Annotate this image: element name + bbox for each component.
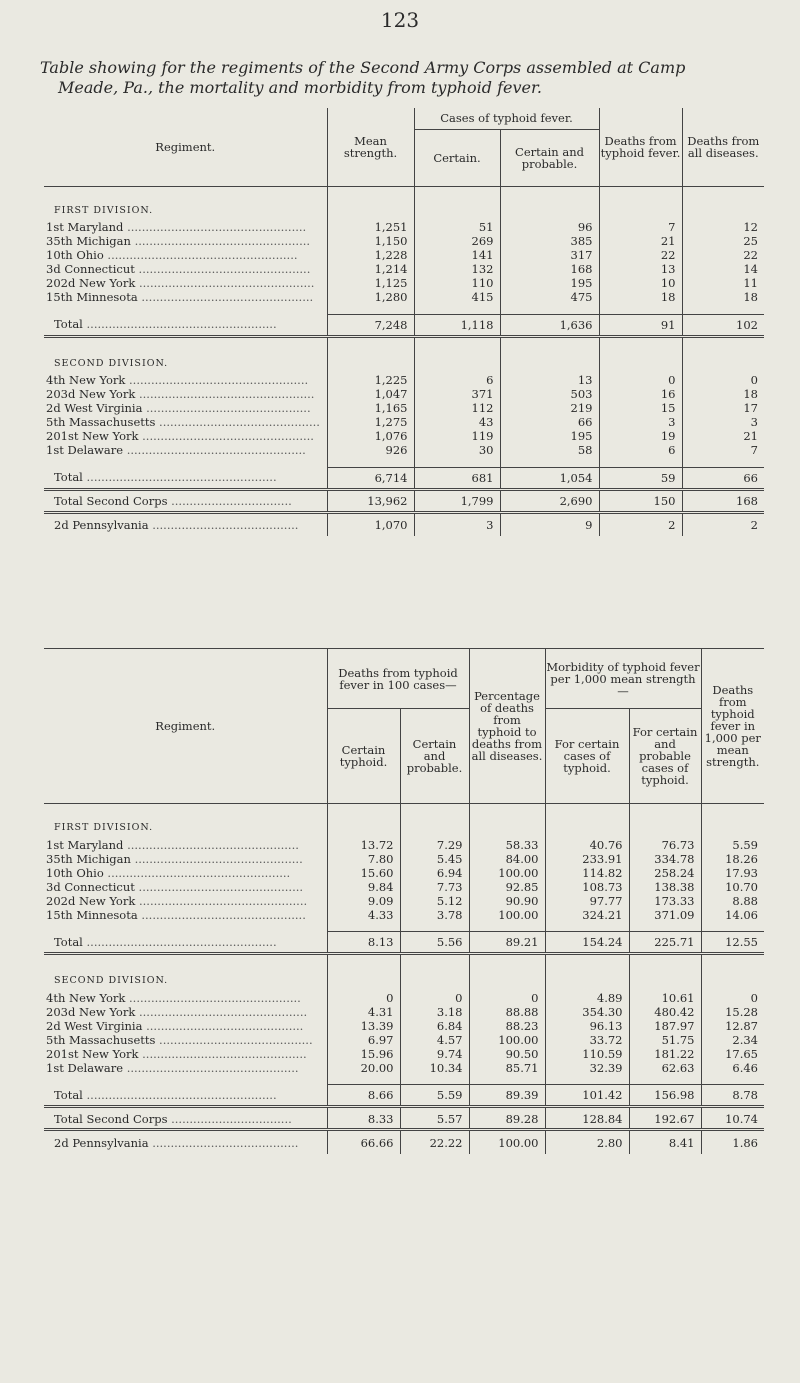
table-cell: 15 [599, 401, 682, 415]
regiment-name: 3d Connecticut ............................................... [46, 262, 311, 276]
table-cell: 141 [414, 248, 500, 262]
table-cell: 8.13 [327, 932, 400, 954]
table-cell: 10 [599, 276, 682, 290]
table-cell: 8.88 [701, 894, 764, 908]
table-cell: 1,636 [500, 314, 599, 336]
table-cell: 21 [682, 429, 764, 443]
table-cell: 8.33 [327, 1110, 400, 1130]
table-cell: 168 [682, 492, 764, 512]
table-cell: 195 [500, 429, 599, 443]
header-regiment: Regiment. [44, 649, 327, 804]
division-label: SECOND DIVISION. [54, 357, 169, 369]
table-cell: 1,799 [414, 492, 500, 512]
table-cell: 4.89 [545, 991, 629, 1005]
table-cell: 2 [682, 514, 764, 536]
regiment-name: 2d West Virginia ........................................... [46, 1018, 304, 1033]
table-row [44, 838, 764, 852]
table-cell: 6 [599, 443, 682, 457]
regiment-name: 202d New York ................................................ [46, 276, 315, 290]
table-cell: 6.46 [701, 1061, 764, 1075]
table-cell: 51 [414, 220, 500, 234]
table-row [44, 220, 764, 234]
table-cell: 5.59 [701, 838, 764, 852]
table-cell: 6 [414, 373, 500, 387]
table-cell: 371.09 [629, 908, 701, 922]
table-cell: 114.82 [545, 866, 629, 880]
table-cell: 8.78 [701, 1085, 764, 1107]
table-cell: 66 [682, 467, 764, 489]
table-cell: 85.71 [469, 1061, 545, 1075]
header-certain-typhoid: Certain typhoid. [327, 709, 400, 804]
table-cell: 18 [682, 290, 764, 304]
mortality-table-body [44, 186, 764, 536]
table-cell: 1,070 [327, 514, 414, 536]
page-number: 123 [380, 8, 420, 32]
table-cell: 0 [682, 373, 764, 387]
table-cell: 58.33 [469, 838, 545, 852]
header-for-certain: For certain cases of typhoid. [545, 709, 629, 804]
table-cell: 110.59 [545, 1047, 629, 1061]
table-cell: 89.21 [469, 932, 545, 954]
mortality-table [44, 108, 764, 536]
table-cell: 7.73 [400, 880, 469, 894]
table-cell: 6.94 [400, 866, 469, 880]
header-deaths-per-1000: Deaths from typhoid fever in 1,000 per mean strength. [701, 649, 764, 804]
table-cell: 480.42 [629, 1005, 701, 1019]
regiment-name: 5th Massachusetts .......................................... [46, 1032, 313, 1047]
division-label: FIRST DIVISION. [54, 822, 154, 834]
table-cell: 1,054 [500, 467, 599, 489]
regiment-name: 15th Minnesota ............................................... [46, 290, 314, 304]
table-row [44, 443, 764, 457]
table-cell: 22 [599, 248, 682, 262]
table-cell: 1,275 [327, 415, 414, 429]
table-cell: 100.00 [469, 908, 545, 922]
table-cell: 258.24 [629, 866, 701, 880]
caption-line-2: Meade, Pa., the mortality and morbidity from typhoid fever. [58, 78, 542, 97]
table-cell: 181.22 [629, 1047, 701, 1061]
table-cell: 1,214 [327, 262, 414, 276]
table-row [44, 276, 764, 290]
table-cell: 173.33 [629, 894, 701, 908]
table-cell: 219 [500, 401, 599, 415]
table-cell: 9.74 [400, 1047, 469, 1061]
table-cell: 168 [500, 262, 599, 276]
table-cell: 3.78 [400, 908, 469, 922]
table-cell: 1,150 [327, 234, 414, 248]
table-cell: 18 [599, 290, 682, 304]
table-row [44, 1033, 764, 1047]
table-cell: 8.41 [629, 1132, 701, 1154]
regiment-name: 1st Delaware ............................................... [46, 1060, 299, 1075]
table-row [44, 1047, 764, 1061]
header-deaths-all: Deaths from all diseases. [682, 108, 764, 186]
table-cell: 18.26 [701, 852, 764, 866]
table-row [44, 866, 764, 880]
table-cell: 3 [682, 415, 764, 429]
corps-total-row [44, 492, 764, 512]
table-cell: 7,248 [327, 314, 414, 336]
table-cell: 17 [682, 401, 764, 415]
regiment-name: 1st Maryland ............................................... [46, 837, 299, 852]
table-cell: 6,714 [327, 467, 414, 489]
morbidity-table-body [44, 804, 764, 1154]
table-cell: 11 [682, 276, 764, 290]
pennsylvania-row [44, 514, 764, 536]
table-cell: 10.70 [701, 880, 764, 894]
table-row [44, 908, 764, 922]
table-cell: 32.39 [545, 1061, 629, 1075]
table-cell: 225.71 [629, 932, 701, 954]
header-cases-group: Cases of typhoid fever. [414, 108, 599, 129]
table-cell: 3 [414, 514, 500, 536]
regiment-name: 202d New York .............................................. [46, 893, 308, 908]
regiment-name: Total Second Corps ................................. [54, 1111, 292, 1126]
table-cell: 16 [599, 387, 682, 401]
regiment-name: 4th New York ................................................. [46, 373, 309, 387]
table-cell: 22.22 [400, 1132, 469, 1154]
table-row [44, 991, 764, 1005]
regiment-name: Total Second Corps ................................. [54, 494, 292, 509]
regiment-name: Total .................................................... [54, 934, 277, 949]
table-row [44, 248, 764, 262]
table-row [44, 852, 764, 866]
table-cell: 0 [469, 991, 545, 1005]
table-cell: 233.91 [545, 852, 629, 866]
table-row [44, 401, 764, 415]
regiment-name: 15th Minnesota ............................................. [46, 907, 306, 922]
division-label: SECOND DIVISION. [54, 975, 169, 986]
table-cell: 475 [500, 290, 599, 304]
table-cell: 354.30 [545, 1005, 629, 1019]
morbidity-table [44, 648, 764, 1154]
table-cell: 0 [599, 373, 682, 387]
table-row [44, 1019, 764, 1033]
table-cell: 1,076 [327, 429, 414, 443]
table-row [44, 429, 764, 443]
table-cell: 12.87 [701, 1019, 764, 1033]
table-cell: 1,251 [327, 220, 414, 234]
table-cell: 1,165 [327, 401, 414, 415]
pennsylvania-row [44, 1132, 764, 1154]
table-cell: 51.75 [629, 1033, 701, 1047]
table-cell: 100.00 [469, 866, 545, 880]
header-deaths-per-100: Deaths from typhoid fever in 100 cases— [327, 649, 469, 709]
table-cell: 66.66 [327, 1132, 400, 1154]
table-cell: 926 [327, 443, 414, 457]
table-cell: 15.28 [701, 1005, 764, 1019]
table-cell: 192.67 [629, 1110, 701, 1130]
table-cell: 5.12 [400, 894, 469, 908]
table-cell: 40.76 [545, 838, 629, 852]
table-cell: 5.56 [400, 932, 469, 954]
table-cell: 2.80 [545, 1132, 629, 1154]
total-row [44, 1085, 764, 1107]
table-cell: 30 [414, 443, 500, 457]
table-cell: 9.84 [327, 880, 400, 894]
table-cell: 15.96 [327, 1047, 400, 1061]
table-cell: 3 [599, 415, 682, 429]
table-cell: 371 [414, 387, 500, 401]
table-cell: 96.13 [545, 1019, 629, 1033]
table-cell: 7.80 [327, 852, 400, 866]
table-cell: 89.28 [469, 1110, 545, 1130]
table-cell: 334.78 [629, 852, 701, 866]
table-cell: 101.42 [545, 1085, 629, 1107]
table-cell: 18 [682, 387, 764, 401]
table-cell: 1,280 [327, 290, 414, 304]
header-mean-strength: Mean strength. [327, 108, 414, 186]
total-row [44, 932, 764, 954]
table-cell: 14.06 [701, 908, 764, 922]
table-row [44, 1005, 764, 1019]
table-cell: 324.21 [545, 908, 629, 922]
table-cell: 2.34 [701, 1033, 764, 1047]
table-row [44, 1061, 764, 1075]
table-cell: 132 [414, 262, 500, 276]
table-row [44, 894, 764, 908]
header-morbidity-group: Morbidity of typhoid fever per 1,000 mean strength— [545, 649, 701, 709]
header-for-certain-probable: For certain and probable cases of typhoid. [629, 709, 701, 804]
table-cell: 681 [414, 467, 500, 489]
table-cell: 7 [599, 220, 682, 234]
table-cell: 415 [414, 290, 500, 304]
table-cell: 13 [599, 262, 682, 276]
table-cell: 150 [599, 492, 682, 512]
table-cell: 1,228 [327, 248, 414, 262]
table-row [44, 387, 764, 401]
table-cell: 88.88 [469, 1005, 545, 1019]
table-cell: 14 [682, 262, 764, 276]
table-cell: 2,690 [500, 492, 599, 512]
table-cell: 62.63 [629, 1061, 701, 1075]
table-cell: 112 [414, 401, 500, 415]
table-cell: 12.55 [701, 932, 764, 954]
table-cell: 100.00 [469, 1132, 545, 1154]
table-cell: 503 [500, 387, 599, 401]
table-cell: 138.38 [629, 880, 701, 894]
table-cell: 3.18 [400, 1005, 469, 1019]
regiment-name: Total .................................................... [54, 1087, 277, 1102]
table-cell: 17.65 [701, 1047, 764, 1061]
table-cell: 89.39 [469, 1085, 545, 1107]
table-cell: 4.57 [400, 1033, 469, 1047]
table-row [44, 290, 764, 304]
table-cell: 1.86 [701, 1132, 764, 1154]
table-row [44, 373, 764, 387]
table-cell: 7 [682, 443, 764, 457]
table-cell: 97.77 [545, 894, 629, 908]
table-cell: 4.33 [327, 908, 400, 922]
header-certain: Certain. [414, 129, 500, 186]
table-cell: 9 [500, 514, 599, 536]
table-cell: 154.24 [545, 932, 629, 954]
total-row [44, 314, 764, 336]
regiment-name: 10th Ohio .................................................... [46, 248, 298, 262]
table-cell: 76.73 [629, 838, 701, 852]
regiment-name: 201st New York ............................................... [46, 429, 314, 443]
table-cell: 5.59 [400, 1085, 469, 1107]
table-cell: 0 [400, 991, 469, 1005]
table-cell: 90.90 [469, 894, 545, 908]
table-cell: 8.66 [327, 1085, 400, 1107]
header-percentage: Percentage of deaths from typhoid to deaths from all diseases. [469, 649, 545, 804]
table-cell: 7.29 [400, 838, 469, 852]
table-cell: 6.84 [400, 1019, 469, 1033]
table-cell: 91 [599, 314, 682, 336]
regiment-name: Total .................................................... [54, 317, 277, 332]
table-cell: 84.00 [469, 852, 545, 866]
table-cell: 128.84 [545, 1110, 629, 1130]
table-cell: 195 [500, 276, 599, 290]
header-regiment: Regiment. [44, 108, 327, 186]
table-cell: 88.23 [469, 1019, 545, 1033]
table-cell: 22 [682, 248, 764, 262]
regiment-name: 2d Pennsylvania ........................................ [54, 518, 299, 532]
table-cell: 66 [500, 415, 599, 429]
table-cell: 6.97 [327, 1033, 400, 1047]
table-cell: 4.31 [327, 1005, 400, 1019]
table-row [44, 262, 764, 276]
regiment-name: 201st New York ............................................. [46, 1046, 307, 1061]
table-cell: 90.50 [469, 1047, 545, 1061]
table-cell: 1,225 [327, 373, 414, 387]
regiment-name: 203d New York ................................................ [46, 387, 315, 401]
header-deaths-typhoid: Deaths from typhoid fever. [599, 108, 682, 186]
table-cell: 110 [414, 276, 500, 290]
table-cell: 5.57 [400, 1110, 469, 1130]
table-cell: 385 [500, 234, 599, 248]
regiment-name: 35th Michigan .............................................. [46, 851, 303, 866]
table-row [44, 880, 764, 894]
table-cell: 92.85 [469, 880, 545, 894]
table-cell: 102 [682, 314, 764, 336]
table-cell: 58 [500, 443, 599, 457]
regiment-name: 1st Delaware ................................................. [46, 443, 306, 457]
table-cell: 9.09 [327, 894, 400, 908]
table-cell: 1,118 [414, 314, 500, 336]
regiment-name: 3d Connecticut ............................................. [46, 879, 304, 894]
table-cell: 0 [327, 991, 400, 1005]
table-cell: 0 [701, 991, 764, 1005]
table-cell: 21 [599, 234, 682, 248]
table-cell: 119 [414, 429, 500, 443]
regiment-name: 2d West Virginia ............................................. [46, 401, 311, 415]
regiment-name: Total .................................................... [54, 470, 277, 485]
regiment-name: 5th Massachusetts ............................................ [46, 415, 320, 429]
table-row [44, 234, 764, 248]
table-cell: 100.00 [469, 1033, 545, 1047]
table-cell: 13 [500, 373, 599, 387]
table-cell: 2 [599, 514, 682, 536]
regiment-name: 4th New York ............................................... [46, 990, 301, 1005]
regiment-name: 35th Michigan ................................................ [46, 234, 311, 248]
table-cell: 317 [500, 248, 599, 262]
table-cell: 10.61 [629, 991, 701, 1005]
corps-total-row [44, 1110, 764, 1130]
table-cell: 10.34 [400, 1061, 469, 1075]
table-cell: 59 [599, 467, 682, 489]
table-cell: 1,125 [327, 276, 414, 290]
table-cell: 12 [682, 220, 764, 234]
table-cell: 20.00 [327, 1061, 400, 1075]
table-cell: 187.97 [629, 1019, 701, 1033]
table-cell: 33.72 [545, 1033, 629, 1047]
header-certain-probable: Certain and probable. [500, 129, 599, 186]
table-cell: 13.72 [327, 838, 400, 852]
table-row [44, 415, 764, 429]
division-label: FIRST DIVISION. [54, 204, 154, 216]
table-cell: 5.45 [400, 852, 469, 866]
regiment-name: 2d Pennsylvania ........................................ [54, 1135, 299, 1150]
total-row [44, 467, 764, 489]
table-cell: 108.73 [545, 880, 629, 894]
table-cell: 13,962 [327, 492, 414, 512]
table-cell: 10.74 [701, 1110, 764, 1130]
regiment-name: 203d New York .............................................. [46, 1004, 308, 1019]
table-cell: 17.93 [701, 866, 764, 880]
table-cell: 15.60 [327, 866, 400, 880]
table-cell: 1,047 [327, 387, 414, 401]
table-cell: 43 [414, 415, 500, 429]
table-cell: 19 [599, 429, 682, 443]
header-certain-probable: Certain and probable. [400, 709, 469, 804]
table-caption [40, 58, 780, 98]
table-cell: 156.98 [629, 1085, 701, 1107]
regiment-name: 10th Ohio .................................................. [46, 865, 291, 880]
table-cell: 25 [682, 234, 764, 248]
caption-line-1: Table showing for the regiments of the Second Army Corps assembled at Camp [40, 58, 686, 77]
table-cell: 13.39 [327, 1019, 400, 1033]
regiment-name: 1st Maryland ................................................. [46, 220, 307, 234]
table-cell: 96 [500, 220, 599, 234]
table-cell: 269 [414, 234, 500, 248]
